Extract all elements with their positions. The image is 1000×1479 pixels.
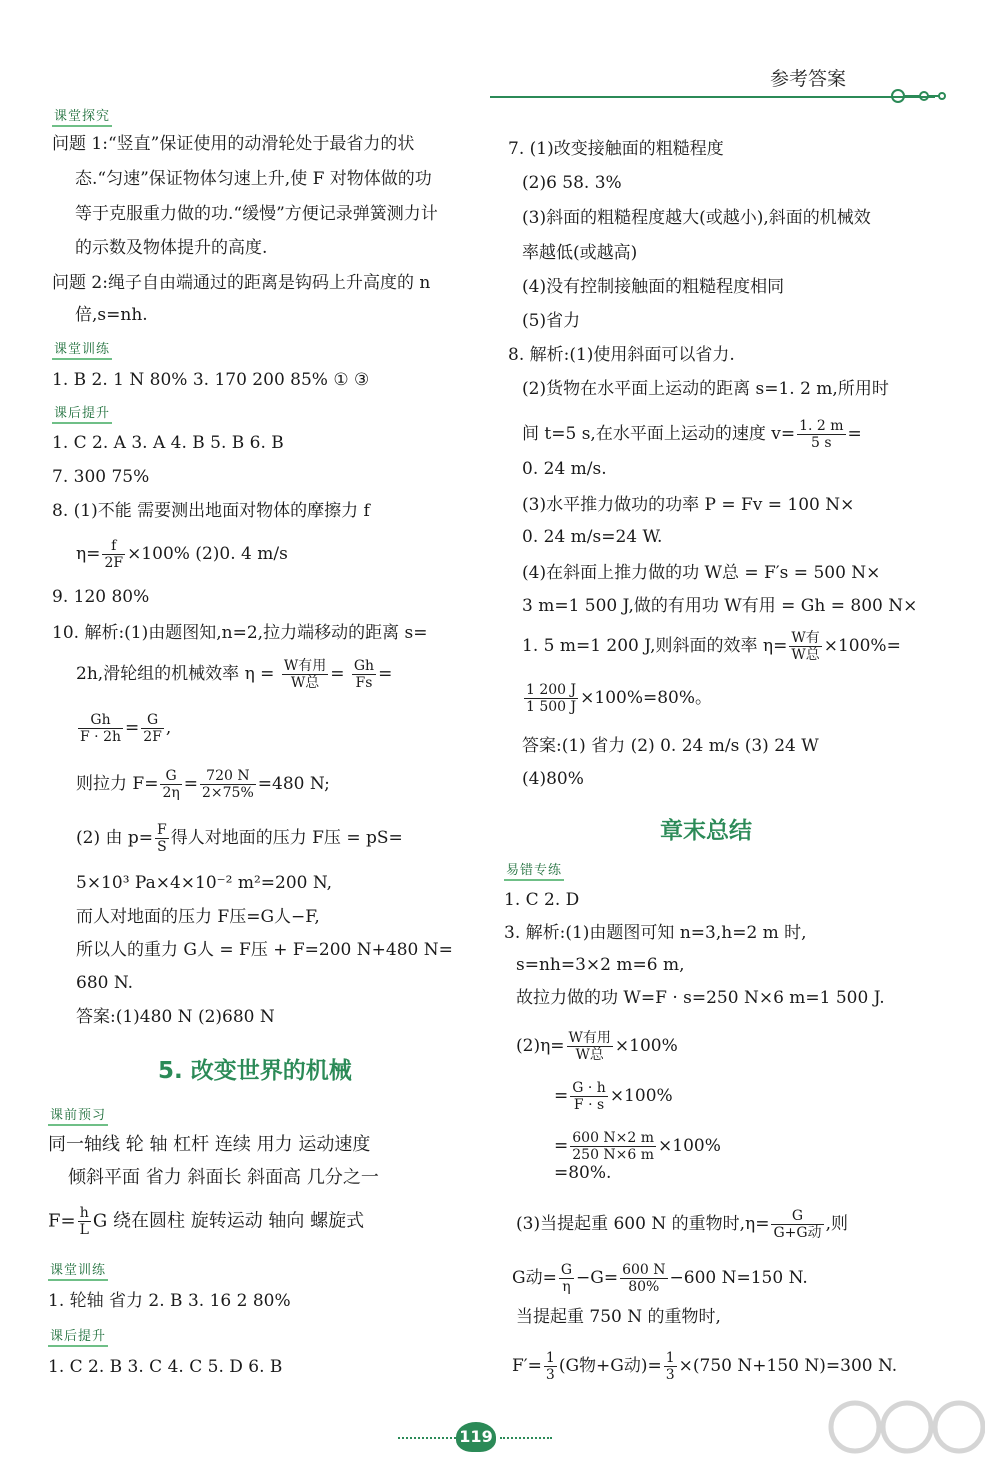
text-line: 问题 1:“竖直”保证使用的动滑轮处于最省力的状: [52, 134, 415, 154]
numerator: G · h: [572, 1080, 606, 1096]
denominator: 1 500 J: [526, 699, 577, 715]
header-title: 参考答案: [770, 68, 847, 90]
text-line: 5×10³ Pa×4×10⁻² m²=200 N,: [76, 873, 333, 893]
fraction: [78, 712, 123, 745]
formula-line: 则拉力 F= $\frac{G}{2\eta}$ = $\frac{720 N}{2\times 75\%}$ =480 N;: [76, 768, 330, 801]
text-span: −G=: [576, 1268, 619, 1288]
formula-line: [512, 1262, 808, 1295]
numerator: 600 N×2 m: [572, 1130, 655, 1146]
formula-line: [516, 1030, 678, 1063]
text-span: ×(750 N+150 N)=300 N.: [678, 1356, 898, 1376]
text-line: 7. (1)改变接触面的粗糙程度: [508, 139, 724, 159]
numerator: 1. 2 m: [799, 418, 844, 434]
section-label: 课堂训练: [48, 1263, 108, 1281]
text-line: 3 m=1 500 J,做的有用功 W有用 = Gh = 800 N×: [522, 596, 918, 616]
fraction: [664, 1350, 677, 1383]
formula-line: [522, 418, 862, 451]
text-line: 问题 2:绳子自由端通过的距离是钩码上升高度的 n: [52, 273, 431, 293]
text-line: (4)没有控制接触面的粗糙程度相同: [522, 277, 785, 297]
text-line: 1. B 2. 1 N 80% 3. 170 200 85% ① ③: [52, 370, 370, 390]
numerator: G: [560, 1262, 573, 1278]
text-line: 同一轴线 轮 轴 杠杆 连续 用力 运动速度: [48, 1134, 371, 1155]
footer-dots-right: [500, 1437, 552, 1439]
fraction: [524, 682, 578, 715]
text-line: 而人对地面的压力 F压=G人−F,: [76, 907, 320, 927]
formula-line: $\frac{Gh}{F \cdot 2h}$ = $\frac{G}{2F}$ ,: [80, 712, 172, 745]
text-span: 2h,滑轮组的机械效率 η =: [76, 664, 275, 684]
text-span: ×100%: [658, 1136, 721, 1156]
page-number: 119: [456, 1422, 496, 1452]
formula-line: [522, 682, 712, 715]
text-line: =80%.: [554, 1163, 612, 1183]
denominator: η: [562, 1279, 571, 1295]
text-line: (5)省力: [522, 311, 581, 331]
fraction: [544, 1350, 557, 1383]
denominator: W总: [290, 675, 320, 691]
text-line: 9. 120 80%: [52, 587, 150, 607]
text-line: 等于克服重力做的功.“缓慢”方便记录弹簧测力计: [75, 204, 438, 224]
denominator: 3: [545, 1367, 555, 1383]
text-span: =: [554, 1086, 569, 1106]
text-span: (2) 由 p=: [76, 828, 154, 848]
text-span: 1. 5 m=1 200 J,则斜面的效率 η=: [522, 636, 788, 656]
text-line: 8. (1)不能 需要测出地面对物体的摩擦力 f: [52, 501, 370, 521]
chapter-title: 5. 改变世界的机械: [158, 1058, 352, 1084]
numerator: G: [160, 768, 181, 785]
formula-line: [76, 538, 288, 571]
text-span: =480 N;: [257, 774, 330, 794]
footer-dots-left: [398, 1437, 456, 1439]
numerator: 720 N: [200, 768, 256, 785]
numerator: 1: [665, 1350, 675, 1366]
header-rule: [490, 96, 935, 98]
text-line: 倍,s=nh.: [75, 305, 148, 325]
text-line: 680 N.: [76, 973, 134, 993]
formula-line: [76, 822, 403, 855]
numerator: 1 200 J: [526, 682, 577, 698]
numerator: Gh: [353, 658, 375, 674]
text-span: F=: [48, 1210, 76, 1232]
text-span: ,则: [825, 1214, 848, 1234]
numerator: Gh: [78, 712, 123, 729]
formula-line: [512, 1350, 897, 1383]
text-line: 0. 24 m/s=24 W.: [522, 527, 663, 547]
text-line: 态.“匀速”保证物体匀速上升,使 F 对物体做的功: [75, 169, 432, 189]
text-span: ×100% (2)0. 4 m/s: [127, 544, 288, 564]
text-line: 率越低(或越高): [522, 243, 638, 263]
denominator: W总: [575, 1047, 604, 1063]
numerator: W有用: [568, 1030, 611, 1046]
denominator: 3: [665, 1367, 675, 1383]
text-span: 则拉力 F=: [76, 774, 159, 794]
text-span: 间 t=5 s,在水平面上运动的速度 v=: [522, 424, 796, 444]
fraction: [352, 658, 376, 691]
text-line: 当提起重 750 N 的重物时,: [516, 1307, 721, 1327]
text-line: 1. C 2. B 3. C 4. C 5. D 6. B: [48, 1357, 283, 1377]
denominator: W总: [791, 647, 820, 663]
fraction: [570, 1130, 656, 1163]
watermark-logo-icon: [825, 1395, 985, 1465]
section-label: 课后提升: [48, 1329, 108, 1347]
formula-line: [522, 630, 901, 663]
formula-line: [554, 1130, 721, 1163]
fraction: [200, 768, 256, 801]
numerator: W有用: [283, 658, 327, 674]
denominator: S: [157, 839, 167, 855]
denominator: G+G动: [773, 1225, 822, 1241]
text-span: G动=: [512, 1268, 557, 1288]
text-line: (3)斜面的粗糙程度越大(或越小),斜面的机械效: [522, 208, 871, 228]
header-ornament-icon: [880, 84, 950, 108]
fraction: [102, 538, 125, 571]
text-line: (3)水平推力做功的功率 P = Fv = 100 N×: [522, 495, 855, 515]
denominator: 80%: [628, 1279, 660, 1295]
text-span: ×100%=80%。: [580, 688, 713, 708]
text-line: 1. C 2. A 3. A 4. B 5. B 6. B: [52, 433, 284, 453]
text-span: ×100%=: [823, 636, 901, 656]
formula-line: [48, 1205, 364, 1238]
denominator: F · s: [573, 1097, 605, 1113]
text-line: (2)6 58. 3%: [522, 173, 622, 193]
fraction: [567, 1030, 613, 1063]
text-span: η=: [76, 544, 101, 564]
fraction: [620, 1262, 667, 1295]
text-line: 故拉力做的功 W=F · s=250 N×6 m=1 500 J.: [516, 988, 885, 1008]
text-span: G 绕在圆柱 旋转运动 轴向 螺旋式: [92, 1210, 365, 1232]
text-line: 倾斜平面 省力 斜面长 斜面高 几分之一: [68, 1167, 379, 1188]
text-line: (2)货物在水平面上运动的距离 s=1. 2 m,所用时: [522, 379, 889, 399]
text-line: 10. 解析:(1)由题图知,n=2,拉力端移动的距离 s=: [52, 623, 428, 643]
text-line: 8. 解析:(1)使用斜面可以省力.: [508, 345, 735, 365]
text-line: 的示数及物体提升的高度.: [75, 238, 268, 258]
numerator: G: [141, 712, 164, 729]
text-line: 1. 轮轴 省力 2. B 3. 16 2 80%: [48, 1291, 291, 1311]
denominator: 2F: [104, 555, 124, 571]
answer-line: 答案:(1)480 N (2)680 N: [76, 1007, 275, 1027]
denominator: 2η: [162, 785, 180, 801]
numerator: 600 N: [622, 1262, 666, 1278]
chapter-title: 章末总结: [660, 818, 752, 844]
denominator: 2×75%: [202, 785, 254, 801]
fraction: [155, 822, 169, 855]
text-span: 得人对地面的压力 F压 = pS=: [170, 828, 403, 848]
text-span: (2)η=: [516, 1036, 565, 1056]
text-span: =: [554, 1136, 569, 1156]
text-span: (3)当提起重 600 N 的重物时,η=: [516, 1214, 770, 1234]
denominator: Fs: [355, 675, 373, 691]
numerator: G: [771, 1208, 823, 1225]
fraction: [160, 768, 181, 801]
text-span: ×100%: [609, 1086, 673, 1106]
text-span: (G物+G动)=: [558, 1356, 662, 1376]
denominator: 5 s: [811, 435, 832, 451]
section-label: 课后提升: [52, 406, 112, 424]
formula-line: 2h,滑轮组的机械效率 η = $\frac{\text{W有用}}{\text{W总}}$ = $\frac{Gh}{Fs}$ =: [76, 658, 393, 691]
section-label: 课前预习: [48, 1108, 108, 1126]
numerator: F: [157, 822, 167, 838]
formula-line: [516, 1208, 848, 1241]
numerator: W有: [791, 630, 820, 646]
text-line: (4)80%: [522, 769, 584, 789]
numerator: f: [102, 538, 125, 555]
denominator: F · 2h: [80, 729, 121, 745]
numerator: h: [78, 1205, 91, 1222]
text-span: −600 N=150 N.: [669, 1268, 808, 1288]
text-span: ×100%: [614, 1036, 678, 1056]
text-line: 1. C 2. D: [504, 890, 580, 910]
section-label: 课堂训练: [52, 342, 112, 360]
text-line: 7. 300 75%: [52, 467, 150, 487]
fraction: [797, 418, 845, 451]
formula-line: [554, 1080, 673, 1113]
fraction: [282, 658, 328, 691]
text-line: 3. 解析:(1)由题图可知 n=3,h=2 m 时,: [504, 923, 807, 943]
numerator: 1: [545, 1350, 555, 1366]
fraction: [771, 1208, 823, 1241]
fraction: [141, 712, 164, 745]
text-line: (4)在斜面上推力做的功 W总 = F′s = 500 N×: [522, 563, 881, 583]
section-label: 课堂探究: [52, 109, 112, 127]
fraction: [570, 1080, 608, 1113]
text-line: 0. 24 m/s.: [522, 459, 607, 479]
text-span: F′=: [512, 1356, 542, 1376]
fraction: [559, 1262, 574, 1295]
text-line: s=nh=3×2 m=6 m,: [516, 955, 685, 975]
fraction: [789, 630, 821, 663]
denominator: 250 N×6 m: [572, 1147, 655, 1163]
denominator: L: [79, 1222, 89, 1238]
answer-line: 答案:(1) 省力 (2) 0. 24 m/s (3) 24 W: [522, 736, 819, 756]
section-label: 易错专练: [504, 863, 564, 881]
denominator: 2F: [143, 729, 162, 745]
fraction: [78, 1205, 91, 1238]
text-span: =: [847, 424, 862, 444]
text-line: 所以人的重力 G人 = F压 + F=200 N+480 N=: [76, 940, 453, 960]
